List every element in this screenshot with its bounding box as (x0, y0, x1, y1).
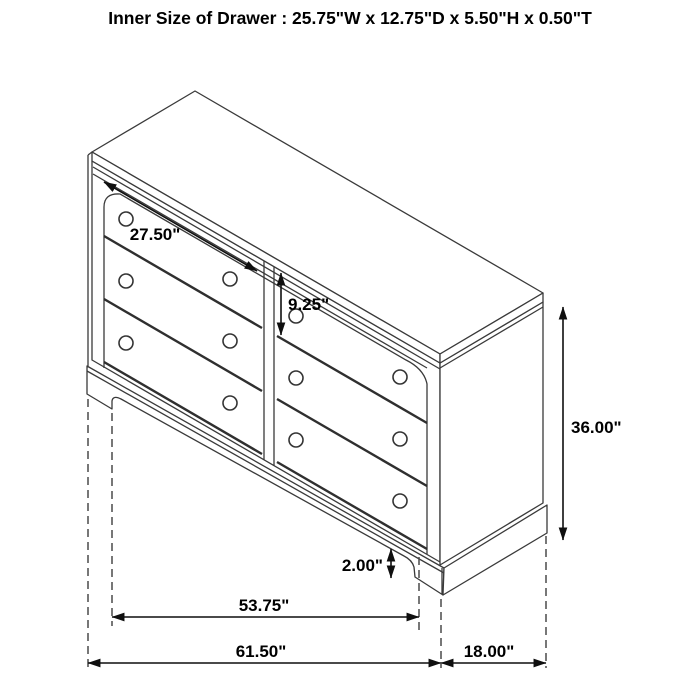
dim-base-span (112, 596, 419, 617)
drawer-knob (223, 396, 237, 410)
drawer-knob (119, 336, 133, 350)
dim-base-height (342, 549, 391, 578)
dim-depth (441, 642, 546, 663)
dim-base-height-label: 2.00" (341, 556, 383, 575)
dim-drawer-front-height-label: 9.25" (288, 295, 330, 314)
drawer-knob (393, 370, 407, 384)
drawer-knob (393, 432, 407, 446)
drawer-knob (119, 274, 133, 288)
dim-base-span-label: 53.75" (238, 596, 290, 615)
dim-overall-width-label: 61.50" (235, 642, 287, 661)
drawer-knob (289, 433, 303, 447)
diagram-title: Inner Size of Drawer : 25.75"W x 12.75"D x 5.50"H x 0.50"T (108, 8, 592, 28)
drawer-knob (119, 212, 133, 226)
dresser-line-drawing (87, 91, 547, 595)
drawer-knob (223, 272, 237, 286)
dim-overall-height-label: 36.00" (571, 418, 622, 437)
dim-overall-width (88, 642, 441, 663)
dim-overall-height (563, 307, 622, 540)
drawer-knob (393, 494, 407, 508)
drawer-knob (223, 334, 237, 348)
dim-depth-label: 18.00" (463, 642, 515, 661)
dim-drawer-width-label: 27.50" (129, 225, 181, 244)
drawer-knob (289, 371, 303, 385)
